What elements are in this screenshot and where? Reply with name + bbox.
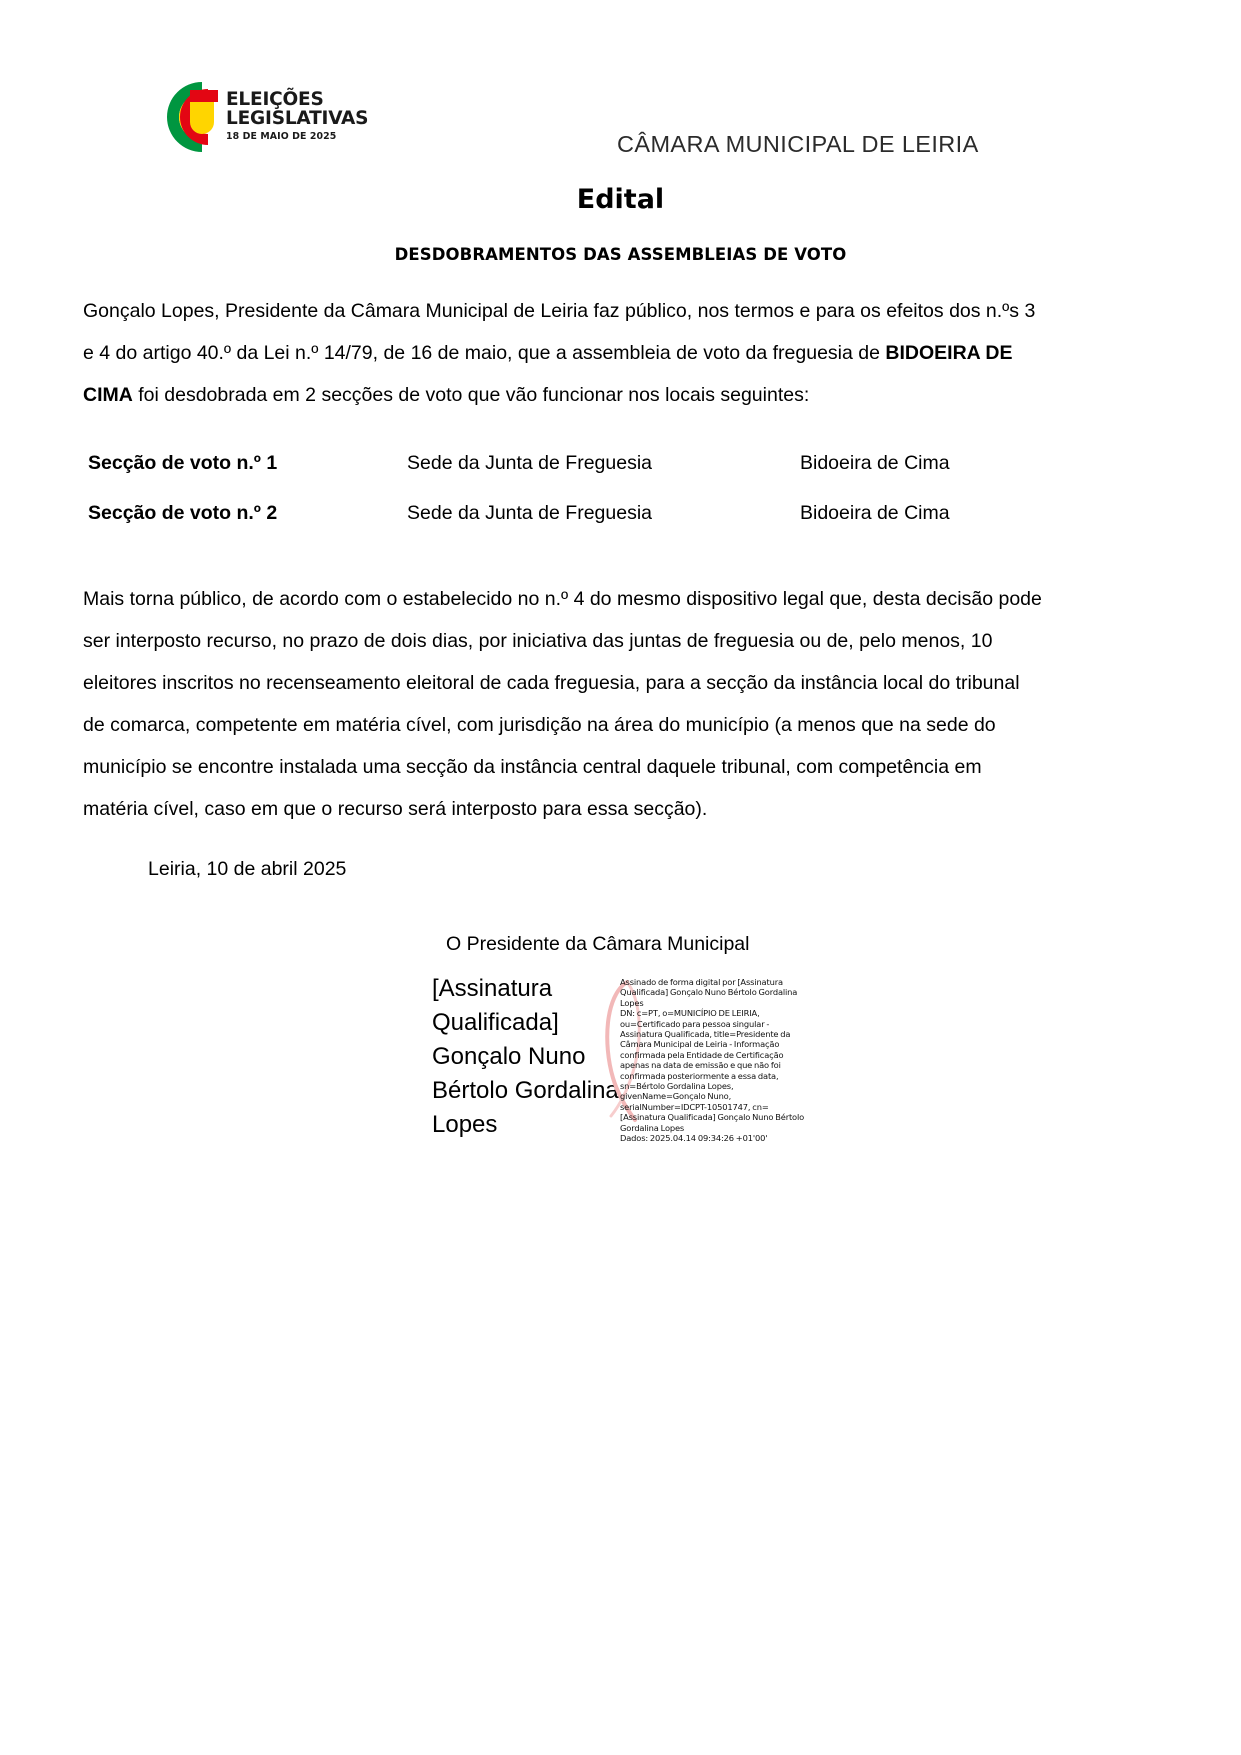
digital-signature-block <box>432 972 832 1144</box>
intro-paragraph <box>83 290 1043 416</box>
section-place: Sede da Junta de Freguesia <box>407 502 653 524</box>
signature-certificate-details <box>620 977 806 1144</box>
intro-text-after: foi desdobrada em 2 secções de voto que vão funcionar nos locais seguintes: <box>132 384 810 406</box>
recourse-paragraph: Mais torna público, de acordo com o estabelecido no n.º 4 do mesmo dispositivo legal que, desta decisão pode ser interposto recurso, no prazo de dois dias, por iniciativa das juntas de freguesia ou de, pelo menos, 10 eleitores inscritos no recenseamento eleitoral de cada freguesia, para a secção da instância local do tribunal de comarca, competente em matéria cível, com jurisdição na área do município (a menos que na sede do município se encontre instalada uma secção da instância central daquele tribunal, com competência em matéria cível, caso em que o recurso será interposto para essa secção). <box>83 588 1042 820</box>
organization-header: CÂMARA MUNICIPAL DE LEIRIA <box>617 131 979 157</box>
eleicoes-legislativas-logo <box>150 76 369 164</box>
page-subtitle: DESDOBRAMENTOS DAS ASSEMBLEIAS DE VOTO <box>394 245 847 264</box>
place-and-date: Leiria, 10 de abril 2025 <box>148 858 347 880</box>
logo-line-1: ELEIÇÕES <box>226 89 324 110</box>
signature-name: [Assinatura Qualificada] Gonçalo Nuno Bértolo Gordalina Lopes <box>432 975 619 1138</box>
section-name: Secção de voto n.º 2 <box>88 502 278 524</box>
page-title: Edital <box>576 184 665 215</box>
intro-text-before: Gonçalo Lopes, Presidente da Câmara Municipal de Leiria faz público, nos termos e para os efeitos dos n.ºs 3 e 4 do artigo 40.º da Lei n.º 14/79, de 16 de maio, que a assembleia de voto da freguesia de <box>83 300 1036 364</box>
section-place: Sede da Junta de Freguesia <box>407 452 653 474</box>
election-arcs-icon <box>150 76 224 158</box>
section-name: Secção de voto n.º 1 <box>88 452 278 474</box>
cert-line-3: Dados: 2025.04.14 09:34:26 +01'00' <box>620 1133 768 1144</box>
cert-line-1: Assinado de forma digital por [Assinatura Qualificada] Gonçalo Nuno Bértolo Gordalina Lopes <box>620 977 798 1008</box>
logo-election-date: 18 DE MAIO DE 2025 <box>226 131 337 142</box>
signatory-role: O Presidente da Câmara Municipal <box>446 933 750 955</box>
logo-wordmark <box>226 89 369 143</box>
cert-line-2: DN: c=PT, o=MUNICÍPIO DE LEIRIA, ou=Certificado para pessoa singular - Assinatura Qualificada, title=Presidente da Câmara Municipal de Leiria - Informação confirmada pela Entidade de Certificação apenas na data de emissão e que não foi confirmada posteriormente a essa data, sn=Bértolo Gordalina Lopes, givenName=Gonçalo Nuno, serialNumber=IDCPT-10501747, cn=[Assinatura Qualificada] Gonçalo Nuno Bértolo Gordalina Lopes <box>620 1008 805 1133</box>
freguesia-name: BIDOEIRA DE CIMA <box>83 342 1013 406</box>
section-locality: Bidoeira de Cima <box>800 502 950 524</box>
table-row <box>0 452 1241 502</box>
logo-line-2: LEGISLATIVAS <box>226 108 369 129</box>
section-locality: Bidoeira de Cima <box>800 452 950 474</box>
table-row <box>0 502 1241 552</box>
voting-sections-list <box>0 452 1241 552</box>
